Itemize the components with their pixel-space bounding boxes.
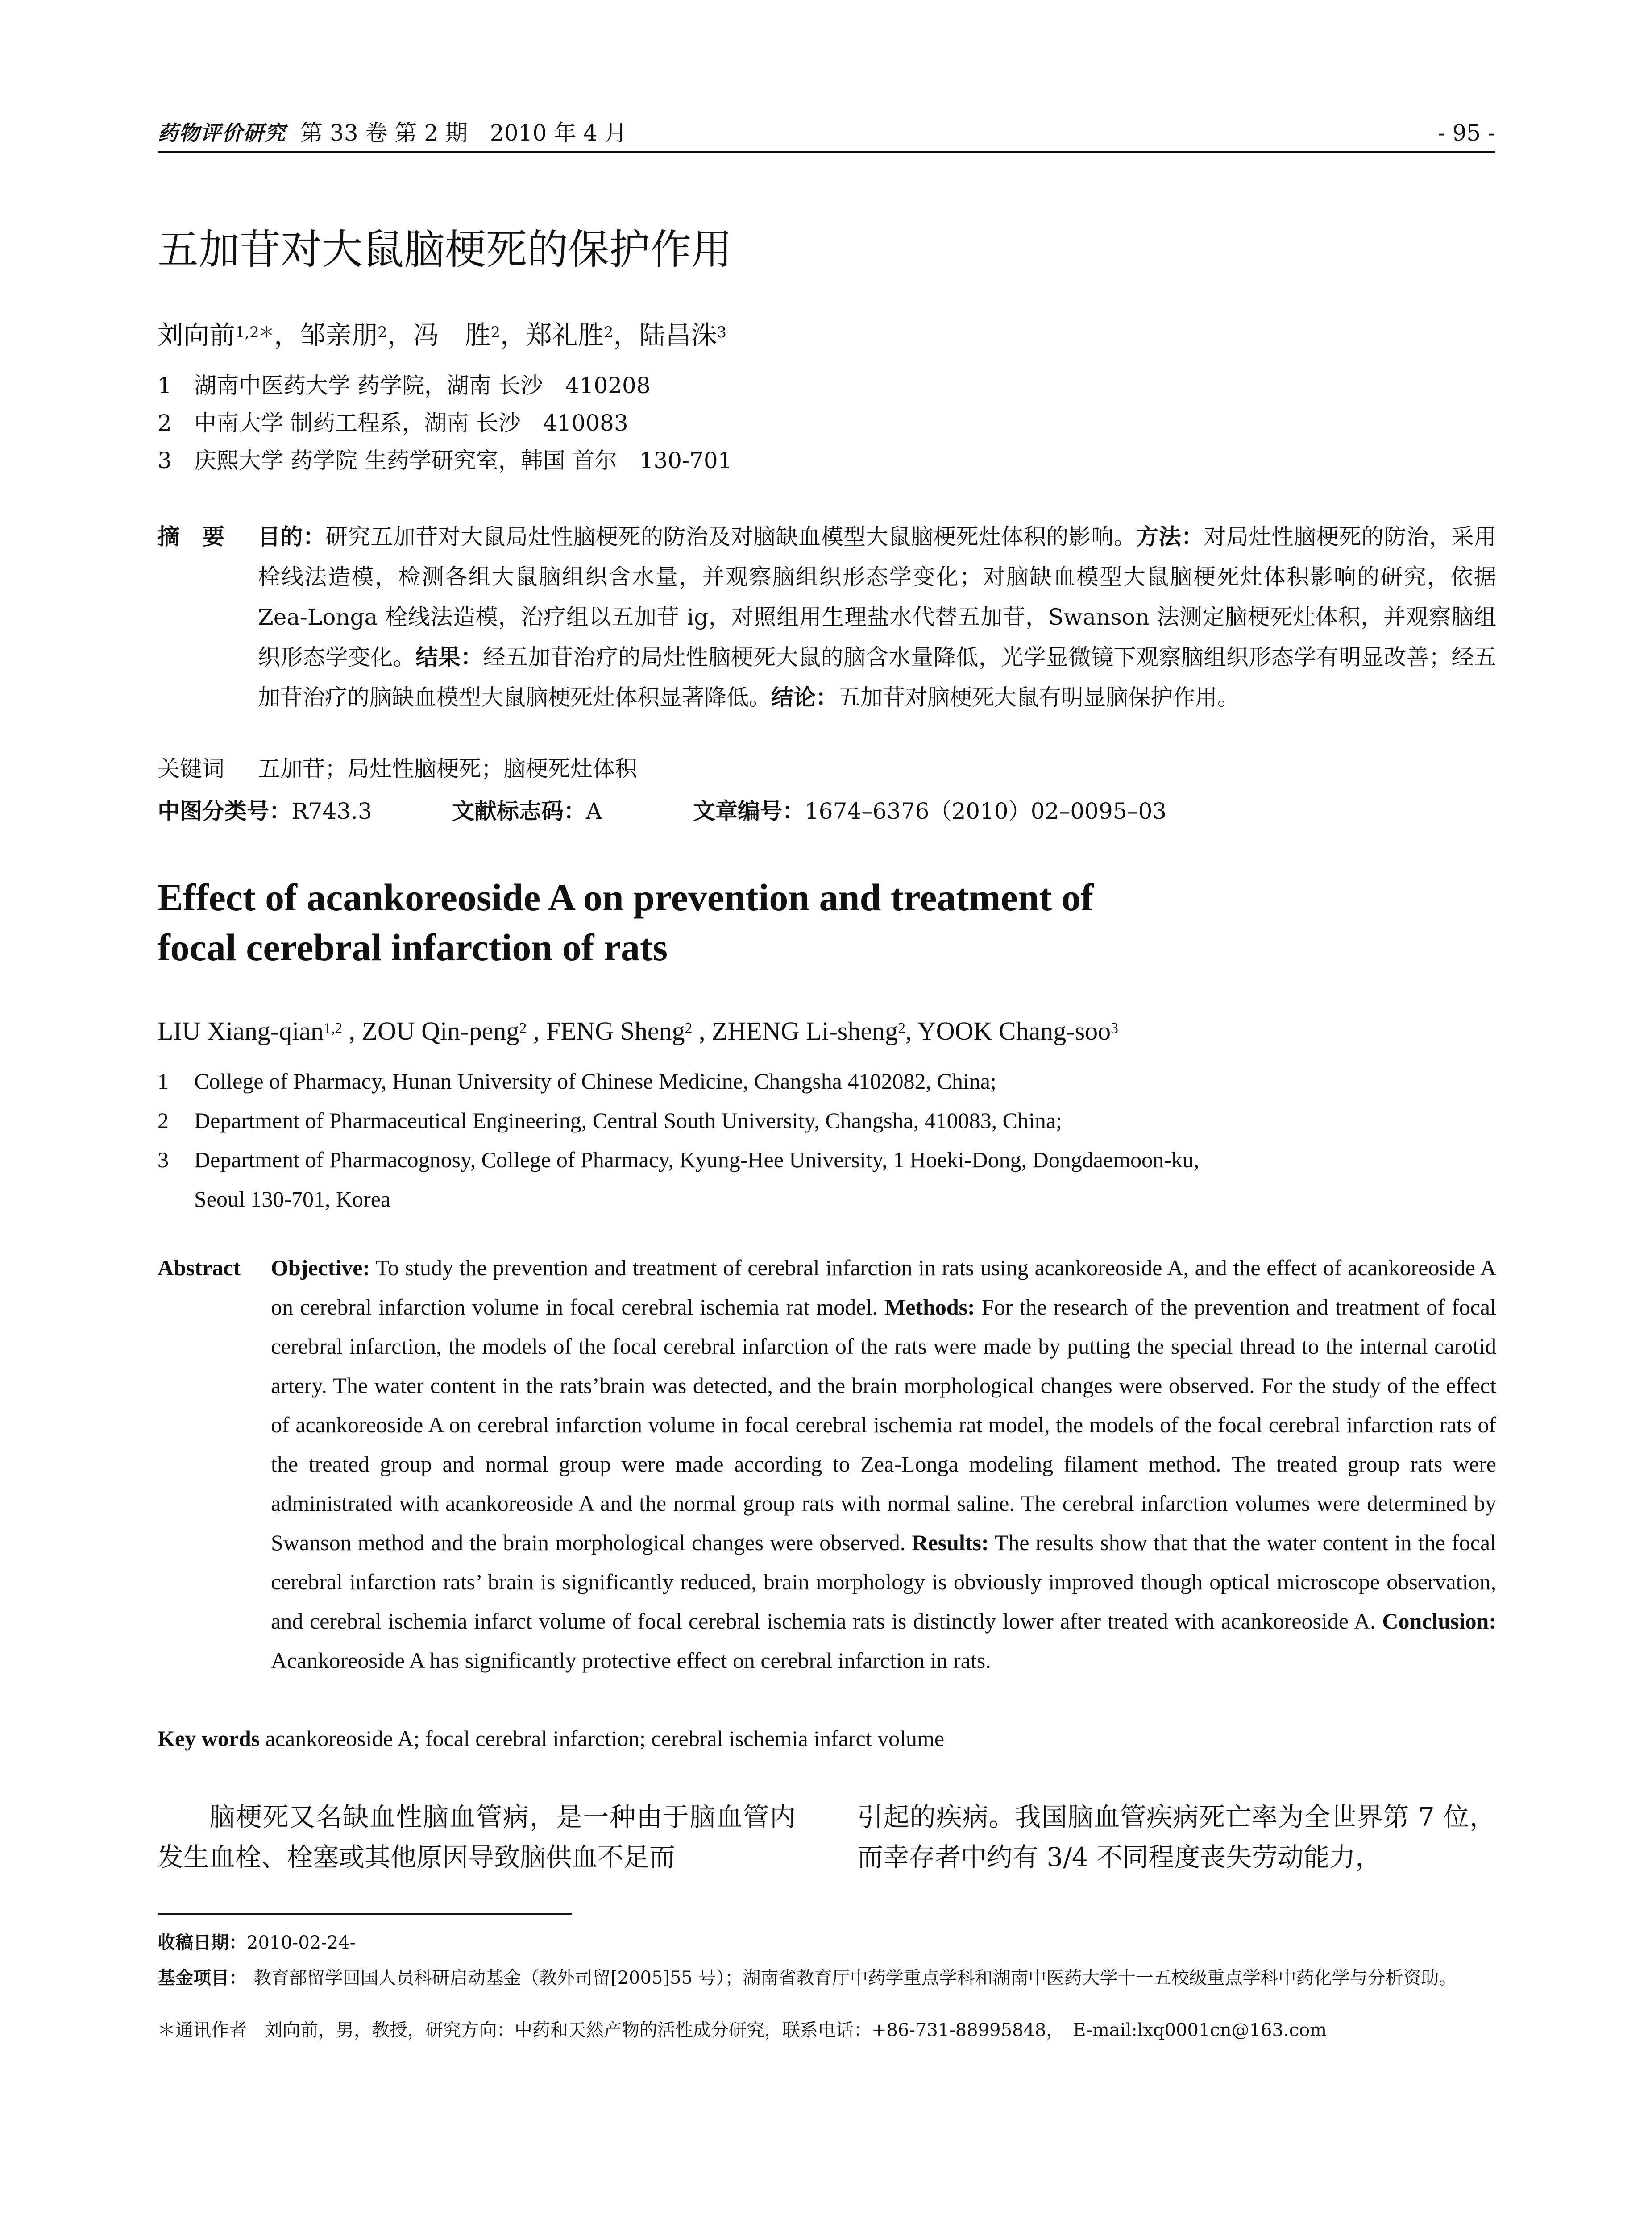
- en-author: FENG Sheng$^2$ ,: [546, 1016, 712, 1045]
- en-abstract-body: Objective: To study the prevention and treatment of cerebral infarction in rats using acankoreoside A, and the effect of acankoreoside A on cerebral infarction volume in focal cerebral ischemia rat model. Methods: For the research of the prevention and treatment of focal cerebral infarction, the models of the focal cerebral infarction of the rats were made by putting the special thread to the internal carotid artery. The water content in the rats’brain was detected, and the brain morphological changes were observed. For the study of the effect of acankoreoside A on cerebral infarction volume in focal cerebral ischemia rat model, the models of the focal cerebral infarction rats of the treated group and normal group were made according to Zea-Longa modeling filament method. The treated group rats were administrated with acankoreoside A and the normal group rats with normal saline. The cerebral infarction volumes were determined by Swanson method and the brain morphological changes were observed. Results: The results show that that the water content in the focal cerebral infarction rats’ brain is significantly reduced, brain morphology is obviously improved though optical microscope observation, and cerebral ischemia infarct volume of focal cerebral ischemia rats is distinctly lower after treated with acankoreoside A. Conclusion: Acankoreoside A has significantly protective effect on cerebral infarction in rats.: [271, 1255, 1497, 1673]
- issue-info: 第 33 卷 第 2 期 2010 年 4 月: [300, 120, 627, 146]
- cn-keywords: 关键词 五加苷；局灶性脑梗死；脑梗死灶体积: [158, 756, 637, 782]
- en-author: ZOU Qin-peng$^2$ ,: [361, 1016, 546, 1045]
- cn-affiliation: 2 中南大学 制药工程系，湖南 长沙 410083: [158, 410, 628, 436]
- en-author: LIU Xiang-qian$^{1,2}$ ,: [158, 1016, 362, 1045]
- en-affiliation: 2 Department of Pharmaceutical Engineering, Central South University, Changsha, 410083, China;: [158, 1108, 1062, 1133]
- cn-author: 郑礼胜$^2$，: [526, 320, 639, 350]
- running-header: [158, 120, 1495, 155]
- cn-affiliation: 3 庆熙大学 药学院 生药学研究室，韩国 首尔 130-701: [158, 448, 732, 473]
- en-abstract-label: Abstract: [158, 1255, 241, 1280]
- en-author: ZHENG Li-sheng$^2$,: [711, 1016, 917, 1045]
- header-rule: [158, 151, 1495, 153]
- en-affiliation-continued: Seoul 130-701, Korea: [194, 1186, 391, 1211]
- cn-author: 刘向前$^{1,2*}$，: [158, 320, 300, 350]
- cn-title: 五加苷对大鼠脑梗死的保护作用: [158, 226, 733, 274]
- footnote-corresponding-author: ＊通讯作者 刘向前，男，教授，研究方向：中药和天然产物的活性成分研究，联系电话：+86-731-88995848， E-mail:lxq0001cn@163.com: [158, 2020, 1327, 2040]
- cn-abstract-body: 目的：研究五加苷对大鼠局灶性脑梗死的防治及对脑缺血模型大鼠脑梗死灶体积的影响。方法：对局灶性脑梗死的防治，采用栓线法造模，检测各组大鼠脑组织含水量，并观察脑组织形态学变化；对脑缺血模型大鼠脑梗死灶体积影响的研究，依据 Zea-Longa 栓线法造模，治疗组以五加苷 ig，对照组用生理盐水代替五加苷，Swanson 法测定脑梗死灶体积，并观察脑组织形态学变化。结果：经五加苷治疗的局灶性脑梗死大鼠的脑含水量降低，光学显微镜下观察脑组织形态学有明显改善；经五加苷治疗的脑缺血模型大鼠脑梗死灶体积显著降低。结论：五加苷对脑梗死大鼠有明显脑保护作用。: [258, 524, 1497, 710]
- cn-classification: 中图分类号：R743.3 文献标志码：A 文章编号：1674–6376（2010）02–0095–03: [158, 798, 1167, 824]
- cn-author: 陆昌洙$^3$: [639, 320, 726, 350]
- en-title: Effect of acankoreoside A on prevention and treatment of focal cerebral infarction of rats: [158, 876, 1094, 969]
- en-keywords: Key words acankoreoside A; focal cerebral infarction; cerebral ischemia infarct volume: [158, 1726, 945, 1751]
- en-author: YOOK Chang-soo$^3$: [917, 1016, 1118, 1045]
- journal-logo: 药物评价研究: [158, 121, 286, 145]
- cn-abstract-label: 摘 要: [158, 524, 224, 550]
- en-affiliation: 1 College of Pharmacy, Hunan University of Chinese Medicine, Changsha 4102082, China;: [158, 1069, 996, 1094]
- footnote-received: 收稿日期：2010-02-24-: [158, 1932, 356, 1953]
- en-authors: [158, 1015, 1118, 1047]
- en-affiliation: 3 Department of Pharmacognosy, College of Pharmacy, Kyung-Hee University, 1 Hoeki-Dong, Dongdaemoon-ku,: [158, 1147, 1200, 1172]
- cn-author: 冯 胜$^2$，: [413, 320, 527, 350]
- footnote-rule: [158, 1913, 572, 1915]
- body-column-right: 引起的疾病。我国脑血管疾病死亡率为全世界第 7 位，而幸存者中约有 3/4 不同程度丧失劳动能力，: [857, 1802, 1495, 1872]
- cn-authors: [158, 319, 726, 351]
- cn-affiliation: 1 湖南中医药大学 药学院，湖南 长沙 410208: [158, 373, 651, 398]
- body-column-left: 脑梗死又名缺血性脑血管病，是一种由于脑血管内发生血栓、栓塞或其他原因导致脑供血不足而: [158, 1802, 796, 1872]
- article-page: 药物评价研究 第 33 卷 第 2 期 2010 年 4 月 - 95 - 五加苷对大鼠脑梗死的保护作用 刘向前$^{1,2*}$，邹亲朋$^2$，冯 胜$^2$，郑礼胜$^2$，陆昌洙$^3$ 1 湖南中医药大学 药学院，湖南 长沙 410208 2 中南大学 制药工程系，湖南 长沙 410083 3 庆熙大学 药学院 生药学研究室，韩国 首尔 130-701 摘 要 目的：研究五加苷对大鼠局灶性脑梗死的防治及对脑缺血模型大鼠脑梗死灶体积的影响。方法：对局灶性脑梗死的防治，采用栓线法造模，检测各组大鼠脑组织含水量，并观察脑组织形态学变化；对脑缺血模型大鼠脑梗死灶体积影响的研究，依据 Zea-Longa 栓线法造模，治疗组以五加苷 ig，对照组用生理盐水代替五加苷，Swanson 法测定脑梗死灶体积，并观察脑组织形态学变化。结果：经五加苷治疗的局灶性脑梗死大鼠的脑含水量降低，光学显微镜下观察脑组织形态学有明显改善；经五加苷治疗的脑缺血模型大鼠脑梗死灶体积显著降低。结论：五加苷对脑梗死大鼠有明显脑保护作用。 关键词 五加苷；局灶性脑梗死；脑梗死灶体积 中图分类号：R743.3 文献标志码：A 文章编号：1674–6376（2010）02–0095–03 Effect of acankoreoside A on prevention and treatment of focal cerebral infarction of rats LIU Xiang-qian$^{1,2}$ , ZOU Qin-peng$^2$ , FENG Sheng$^2$ , ZHENG Li-sheng$^2$, YOOK Chang-soo$^3$ 1 College of Pharmacy, Hunan University of Chinese Medicine, Changsha 4102082, China; 2 Department of Pharmaceutical Engineering, Central South University, Changsha, 410083, China; 3 Department of Pharmacognosy, College of Pharmacy, Kyung-Hee University, 1 Hoeki-Dong, Dongdaemoon-ku, Seoul 130-701, Korea Abstract Objective: To study the prevention and treatment of cerebral infarction in rats using acankoreoside A, and the effect of acankoreoside A on cerebral infarction volume in focal cerebral ischemia rat model. Methods: For the research of the prevention and treatment of focal cerebral infarction, the models of the focal cerebral infarction of the rats were made by putting the special thread to the internal carotid artery. The water content in the rats’brain was detected, and the brain morphological changes were observed. For the study of the effect of acankoreoside A on cerebral infarction volume in focal cerebral ischemia rat model, the models of the focal cerebral infarction rats of the treated group and normal group were made according to Zea-Longa modeling filament method. The treated group rats were administrated with acankoreoside A and the normal group rats with normal saline. The cerebral infarction volumes were determined by Swanson method and the brain morphological changes were observed. Results: The results show that that the water content in the focal cerebral infarction rats’ brain is significantly reduced, brain morphology is obviously improved though optical microscope observation, and cerebral ischemia infarct volume of focal cerebral ischemia rats is distinctly lower after treated with acankoreoside A. Conclusion: Acankoreoside A has significantly protective effect on cerebral infarction in rats. Key words acankoreoside A; focal cerebral infarction; cerebral ischemia infarct volume 脑梗死又名缺血性脑血管病，是一种由于脑血管内发生血栓、栓塞或其他原因导致脑供血不足而 引起的疾病。我国脑血管疾病死亡率为全世界第 7 位，而幸存者中约有 3/4 不同程度丧失劳动能力， 收稿日期：2010-02-24- 基金项目： 教育部留学回国人员科研启动基金（教外司留[2005]55 号）；湖南省教育厅中药学重点学科和湖南中医药大学十一五校级重点学科中药化学与分析资助。 ＊通讯作者 刘向前，男，教授，研究方向：中药和天然产物的活性成分研究，联系电话：+86-731-88995848， E-mail:lxq0001cn@163.com: [0, 0, 1652, 2231]
- cn-author: 邹亲朋$^2$，: [300, 320, 413, 350]
- page-number: - 95 -: [1437, 120, 1495, 146]
